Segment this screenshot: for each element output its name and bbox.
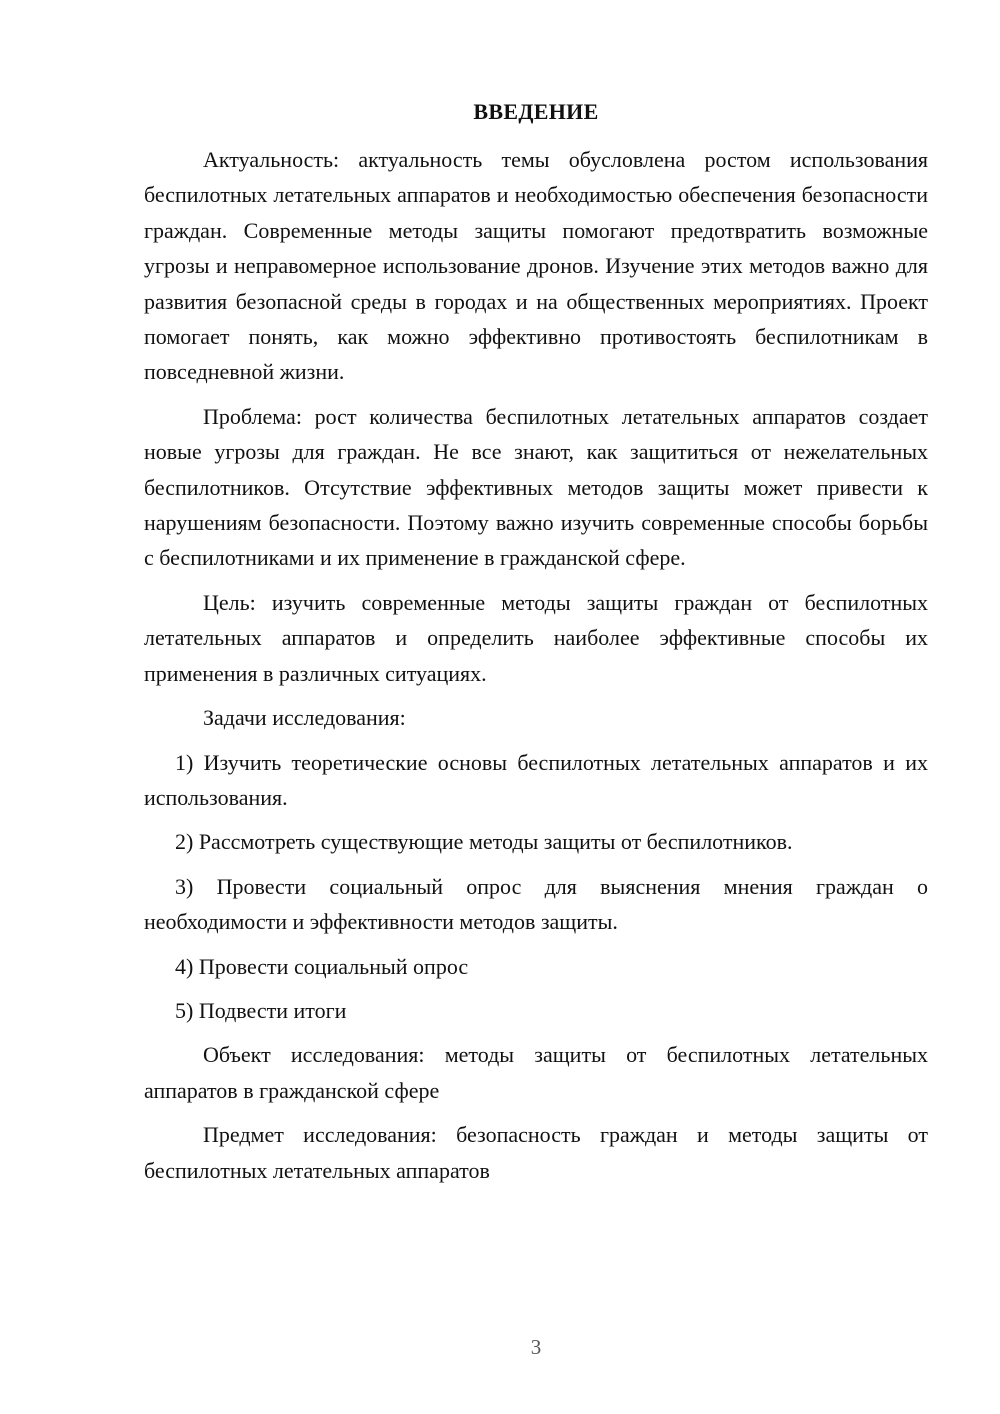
section-title: ВВЕДЕНИЕ	[473, 99, 599, 124]
task-item-2: 2) Рассмотреть существующие методы защиты от беспилотников.	[175, 829, 793, 855]
tasks-heading: Задачи исследования:	[203, 705, 406, 731]
research-subject-paragraph: Предмет исследования: безопасность граждан и методы защиты от беспилотных летательных аппаратов	[144, 1122, 928, 1183]
goal-paragraph: Цель: изучить современные методы защиты граждан от беспилотных летательных аппаратов и определить наиболее эффективные способы их применения в различных ситуациях.	[144, 589, 928, 686]
research-object-paragraph: Объект исследования: методы защиты от беспилотных летательных аппаратов в гражданской сфере	[144, 1042, 928, 1103]
document-body	[144, 142, 928, 1197]
task-item-5: 5) Подвести итоги	[175, 997, 347, 1023]
task-item-1: 1) Изучить теоретические основы беспилотных летательных аппаратов и их использования.	[144, 749, 928, 810]
task-item-3: 3) Провести социальный опрос для выяснения мнения граждан о необходимости и эффективности методов защиты.	[144, 873, 928, 935]
page-number: 3	[530, 1335, 542, 1359]
problem-paragraph: Проблема: рост количества беспилотных летательных аппаратов создает новые угрозы для граждан. Не все знают, как защититься от нежелательных беспилотников. Отсутствие эффективных методов защиты может привести к нарушениям безопасности. Поэтому важно изучить современные способы борьбы с беспилотниками и их применение в гражданской сфере.	[144, 403, 928, 571]
relevance-paragraph: Актуальность: актуальность темы обусловлена ростом использования беспилотных летательных аппаратов и необходимостью обеспечения безопасности граждан. Современные методы защиты помогают предотвратить возможные угрозы и неправомерное использование дронов. Изучение этих методов важно для развития безопасной среды в городах и на общественных мероприятиях. Проект помогает понять, как можно эффективно противостоять беспилотникам в повседневной жизни.	[144, 147, 928, 385]
task-item-4: 4) Провести социальный опрос	[175, 953, 469, 979]
